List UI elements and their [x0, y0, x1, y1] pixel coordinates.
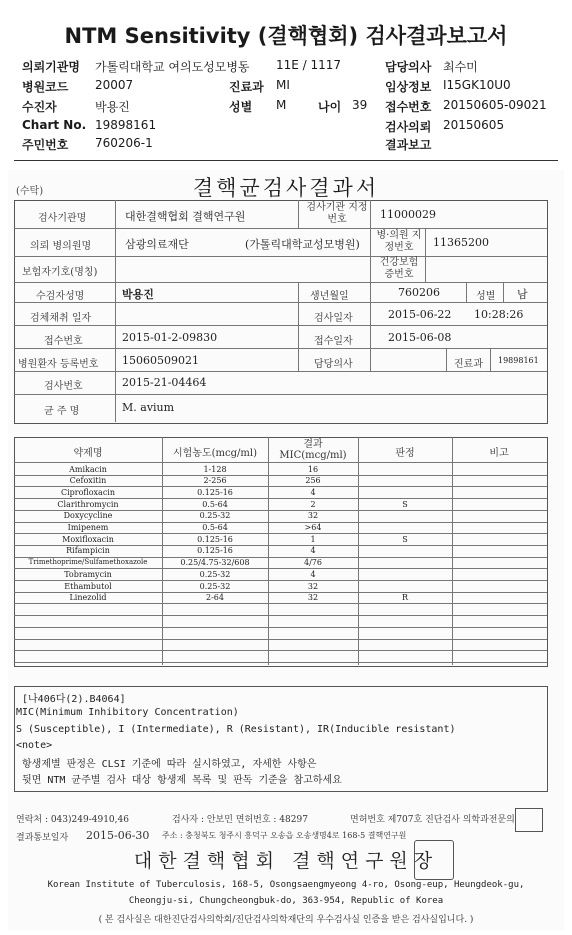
sex-value: M	[276, 98, 287, 112]
mic-value: 1	[310, 534, 316, 544]
mic-value: 4	[310, 569, 316, 579]
interpretation: S	[402, 534, 408, 544]
rule	[503, 282, 504, 302]
notes-mic-definition: MIC(Minimum Inhibitory Concentration)	[16, 707, 239, 718]
ward-value: 11E / 1117	[276, 58, 342, 72]
test-range: 0.5-64	[202, 499, 228, 509]
info-box	[14, 200, 548, 424]
mic-value: 32	[307, 581, 319, 591]
dept-value-form: 19898161	[498, 356, 539, 365]
patient-value: 박용진	[95, 100, 130, 114]
mic-value: >64	[304, 523, 322, 532]
rule	[358, 437, 359, 665]
rule	[14, 302, 547, 303]
chart-value: 19898161	[95, 118, 157, 132]
rule	[14, 348, 547, 349]
rule	[490, 348, 491, 371]
collect-date-label: 검체채취 일자	[30, 313, 92, 324]
report-title: NTM Sensitivity (결핵협회) 검사결과보고서	[64, 24, 508, 48]
report-label: 결과보고	[385, 138, 432, 152]
inspector: 검사자 : 안보민 면허번호 : 48297	[172, 815, 308, 825]
col-drug-header: 약제명	[73, 448, 103, 459]
hosp-reg-value: 15060509021	[122, 354, 199, 367]
sex-value-form: 남	[517, 288, 528, 301]
insured-no-label: 건강보험 증번호	[379, 257, 419, 280]
drug-name: Moxifloxacin	[62, 534, 114, 544]
organism-value: M. avium	[122, 401, 175, 414]
row-rule	[14, 627, 547, 628]
drug-name: Ethambutol	[64, 581, 112, 591]
notes-note-tag: <note>	[16, 740, 53, 751]
test-range: 0.25-32	[199, 511, 231, 521]
drug-name: Imipenem	[67, 523, 109, 532]
notes-legend: S (Susceptible), I (Intermediate), R (Resistant), IR(Inducible resistant)	[16, 724, 456, 735]
rule	[14, 394, 547, 395]
name-value: 박용진	[122, 288, 154, 301]
rule	[446, 348, 447, 371]
accept-date-value: 2015-06-08	[388, 331, 452, 344]
mic-value: 2	[310, 499, 316, 509]
doctor-value: 최수미	[443, 60, 478, 74]
rule	[14, 371, 547, 372]
rule	[14, 325, 547, 326]
test-no-value: 2015-21-04464	[122, 376, 207, 389]
request-date-value: 20150605	[443, 118, 505, 132]
mic-value: 32	[307, 593, 319, 603]
notes-code: [나406다(2).B4064]	[22, 694, 126, 705]
address-kr: 주소 : 충청북도 청주시 흥덕구 오송읍 오송생명4로 168-5 결핵연구원	[162, 831, 407, 840]
entrusted-tag: (수탁)	[16, 186, 44, 197]
mic-value: 256	[305, 476, 321, 486]
rule	[370, 228, 371, 282]
rule	[452, 437, 453, 665]
mic-value: 32	[307, 511, 319, 521]
certification-note: ( 본 검사실은 대한진단검사의학회/진단검사의학재단의 우수검사실 인증을 받은 검사실입니다. )	[98, 915, 474, 925]
address-en-line1: Korean Institute of Tuberculosis, 168-5, Osongsaengmyeong 4-ro, Osong-eup, Heungdeok-gu,	[47, 880, 525, 890]
rule	[298, 348, 299, 371]
lab-value: 대한결핵협회 결핵연구원	[125, 210, 246, 223]
row-rule	[14, 615, 547, 616]
contact: 연락처 : 043)249-4910,46	[16, 815, 129, 825]
drug-name: Doxycycline	[63, 511, 113, 521]
col-remark-header: 비고	[489, 448, 509, 459]
lab-label: 검사기관명	[38, 213, 87, 224]
drug-name: Rifampicin	[66, 546, 110, 556]
drug-name: Amikacin	[69, 464, 107, 474]
dept-value: MI	[276, 78, 290, 92]
clinical-label: 임상정보	[385, 80, 432, 94]
test-no-label: 검사번호	[44, 381, 83, 392]
interpretation: R	[401, 593, 409, 603]
physician-seal	[515, 808, 543, 832]
test-range: 0.5-64	[202, 523, 228, 532]
lab-code-value: 11000029	[380, 208, 436, 221]
notes-reference: 뒷면 NTM 균주별 검사 대상 항생제 목록 및 판독 기준을 참고하세요	[22, 775, 342, 786]
age-value: 39	[352, 98, 368, 112]
insurer-label: 보험자기호(명칭)	[22, 267, 98, 278]
rule	[14, 256, 547, 257]
test-time-value: 10:28:26	[474, 308, 524, 321]
req-hosp-value: 삼광의료재단	[125, 238, 189, 251]
clinic-no-value: 11365200	[433, 236, 489, 249]
mic-value: 4/76	[304, 558, 322, 568]
sex-label: 성별	[229, 100, 253, 114]
rule	[14, 462, 547, 463]
mic-value: 4	[310, 546, 316, 556]
rule	[298, 200, 299, 228]
rule	[14, 282, 547, 283]
test-range: 1-128	[203, 464, 227, 474]
drug-name: Ciprofloxacin	[60, 487, 116, 497]
row-rule	[14, 662, 547, 663]
mic-value: 4	[310, 487, 316, 497]
rule	[466, 282, 467, 302]
rule	[370, 282, 371, 371]
institution-value: 가톨릭대학교 여의도성모병동	[95, 60, 250, 74]
test-range: 0.25/4.75-32/608	[180, 558, 250, 568]
rrn-label: 주민번호	[22, 138, 69, 152]
rule	[14, 228, 547, 229]
drug-name: Tobramycin	[64, 569, 112, 579]
attending-label: 담당의사	[314, 359, 353, 370]
rule	[425, 228, 426, 282]
report-date-value: 2015-06-30	[86, 829, 150, 842]
test-range: 0.25-32	[199, 581, 231, 591]
test-range: 2-256	[203, 476, 227, 486]
chart-label: Chart No.	[22, 118, 87, 132]
req-hosp-sub: (가톨릭대학교성모병원)	[245, 238, 360, 251]
lab-code-label: 검사기관 지정번호	[306, 202, 368, 225]
dept-label: 진료과	[229, 80, 264, 94]
header-divider	[14, 160, 558, 161]
clinical-value: I15GK10U0	[443, 78, 511, 92]
name-label: 수검자성명	[36, 291, 85, 302]
dob-label: 생년월일	[310, 291, 349, 302]
test-range: 0.125-16	[197, 534, 233, 544]
test-range: 0.125-16	[197, 487, 233, 497]
request-date-label: 검사의뢰	[385, 120, 432, 134]
test-range: 2-64	[206, 593, 224, 603]
col-mic-header: 결과 MIC(mcg/ml)	[279, 439, 347, 461]
document-title: 결핵균검사결과서	[192, 176, 380, 200]
organism-label: 균 주 명	[44, 406, 80, 417]
sex-label-form: 성별	[476, 291, 496, 302]
receipt-value: 20150605-09021	[443, 98, 547, 112]
col-interp-header: 판정	[395, 448, 415, 459]
row-rule	[14, 639, 547, 640]
doctor-label: 담당의사	[385, 60, 432, 74]
hospital-code-value: 20007	[95, 78, 134, 92]
dob-value: 760206	[398, 286, 440, 299]
hospital-code-label: 병원코드	[22, 80, 69, 94]
drug-name: Trimethoprime/Sulfamethoxazole	[28, 558, 148, 567]
institution-label: 의뢰기관명	[22, 60, 80, 74]
drug-name: Linezolid	[69, 593, 107, 603]
license: 면허번호 제707호 진단검사 의학과전문의	[350, 815, 515, 825]
age-label: 나이	[318, 100, 342, 114]
row-rule	[14, 603, 547, 604]
rule	[115, 200, 116, 422]
patient-label: 수진자	[22, 100, 57, 114]
accession-value: 2015-01-2-09830	[122, 331, 218, 344]
rrn-value: 760206-1	[95, 136, 153, 150]
address-en-line2: Cheongju-si, Chungcheongbuk-do, 363-954, Republic of Korea	[128, 896, 444, 906]
report-date-label: 결과통보일자	[16, 833, 69, 843]
req-hosp-label: 의뢰 병의원명	[30, 241, 92, 252]
test-range: 0.125-16	[197, 546, 233, 556]
rule	[370, 200, 371, 228]
organization-name: 대한결핵협회 결핵연구원장	[133, 850, 439, 872]
clinic-no-label: 병·의원 지정번호	[376, 230, 422, 253]
drug-name: Clarithromycin	[57, 499, 119, 509]
test-date-label: 검사일자	[314, 313, 353, 324]
mic-value: 16	[307, 464, 319, 474]
test-date-value: 2015-06-22	[388, 308, 452, 321]
notes-guideline: 항생제별 판정은 CLSI 기준에 따라 실시하였고, 자세한 사항은	[22, 759, 317, 770]
row-rule	[14, 650, 547, 651]
interpretation: S	[402, 499, 408, 509]
receipt-label: 접수번호	[385, 100, 432, 114]
director-seal	[414, 840, 454, 880]
accession-label: 접수번호	[44, 336, 83, 347]
col-range-header: 시험농도(mcg/ml)	[173, 448, 257, 459]
hosp-reg-label: 병원환자 등록번호	[18, 359, 99, 370]
accept-date-label: 접수일자	[314, 336, 353, 347]
test-range: 0.25-32	[199, 569, 231, 579]
drug-name: Cefoxitin	[69, 476, 107, 486]
dept-label-form: 진료과	[454, 359, 483, 370]
